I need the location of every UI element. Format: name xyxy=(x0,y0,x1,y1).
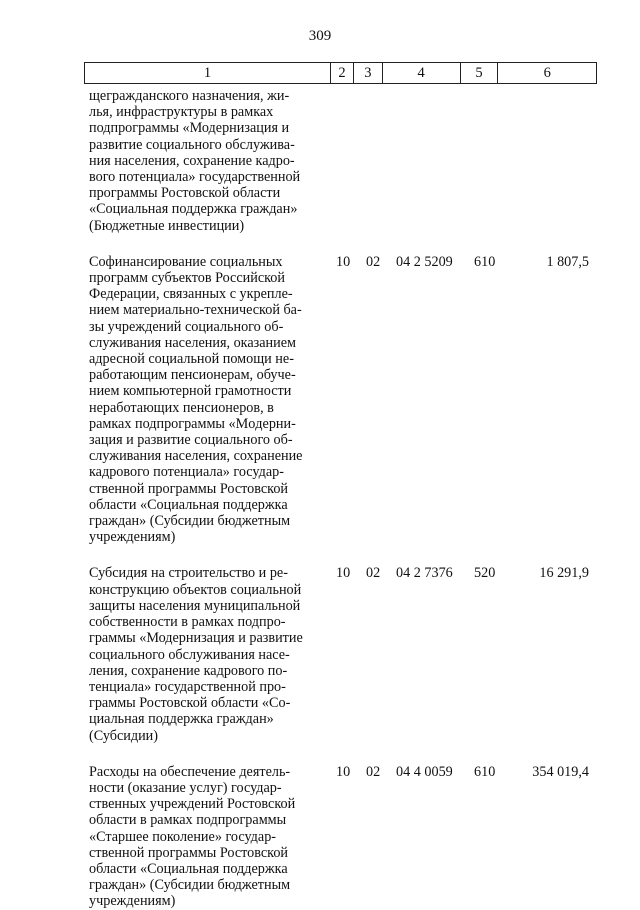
row-section: 10 xyxy=(336,565,351,582)
row-section: 10 xyxy=(336,253,351,270)
header-col-4: 4 xyxy=(383,63,461,83)
header-col-1: 1 xyxy=(85,63,331,83)
table-header-row xyxy=(84,62,597,84)
table-row xyxy=(89,88,597,234)
table-row xyxy=(89,764,597,910)
row-amount: 16 291,9 xyxy=(539,565,589,582)
table-row xyxy=(89,254,597,546)
row-description: Расходы на обеспечение деятель- ности (оказание услуг) государ- ственных учреждений Ростовской области в рамках подпрограммы «Старшее поколение» государ- ственной программы Ростовской области «Социальная поддержка граждан» (Субсидии бюджетным учреждениям) xyxy=(89,763,296,910)
row-subsection: 02 xyxy=(366,763,381,780)
header-col-6: 6 xyxy=(543,65,551,81)
row-amount: 354 019,4 xyxy=(532,763,589,780)
row-target-article: 04 4 0059 xyxy=(396,763,453,780)
row-section: 10 xyxy=(336,763,351,780)
row-target-article: 04 2 7376 xyxy=(396,565,453,582)
row-expense-type: 520 xyxy=(474,565,496,582)
row-description: Софинансирование социальных программ субъектов Российской Федерации, связанных с укрепле- нием материально-технической ба- зы учреждений социального об- служивания населения, оказанием адресной социальной помощи не- работающим пенсионерам, обуче- нием компьютерной грамотности неработающих пенсионеров, в рамках подпрограммы «Moдерни- зация и развитие социального об- служивания населения, сохранение кадрового потенциала» государ- ственной программы Ростовской области «Социальная поддержка граждан» (Субсидии бюджетным учреждениям) xyxy=(89,253,303,546)
row-description: щегражданского назначения, жи- лья, инфраструктуры в рамках подпрограммы «Модернизация и развитие социального обслужива- ния населения, сохранение кадро- вого потенциала» государственной программы Ростовской области «Социальная поддержка граждан» (Бюджетные инвестиции) xyxy=(89,88,301,234)
row-amount: 1 807,5 xyxy=(546,253,589,270)
header-col-2: 2 xyxy=(331,63,354,83)
row-subsection: 02 xyxy=(366,253,381,270)
row-expense-type: 610 xyxy=(474,763,496,780)
page-number: 309 xyxy=(308,28,332,44)
header-col-5: 5 xyxy=(461,63,499,83)
row-target-article: 04 2 5209 xyxy=(396,253,453,270)
row-subsection: 02 xyxy=(366,565,381,582)
row-expense-type: 610 xyxy=(474,253,496,270)
row-description: Субсидия на строительство и ре- конструкцию объектов социальной защиты населения муниципальной собственности в рамках подпро- граммы «Модернизация и развитие социального обслуживания насе- ления, сохранение кадрового по- тенциала» государственной про- граммы Ростовской области «Со- циальная поддержка граждан» (Субсидии) xyxy=(89,565,303,744)
table-row xyxy=(89,565,597,743)
table-body xyxy=(89,88,597,910)
header-col-3: 3 xyxy=(354,63,383,83)
